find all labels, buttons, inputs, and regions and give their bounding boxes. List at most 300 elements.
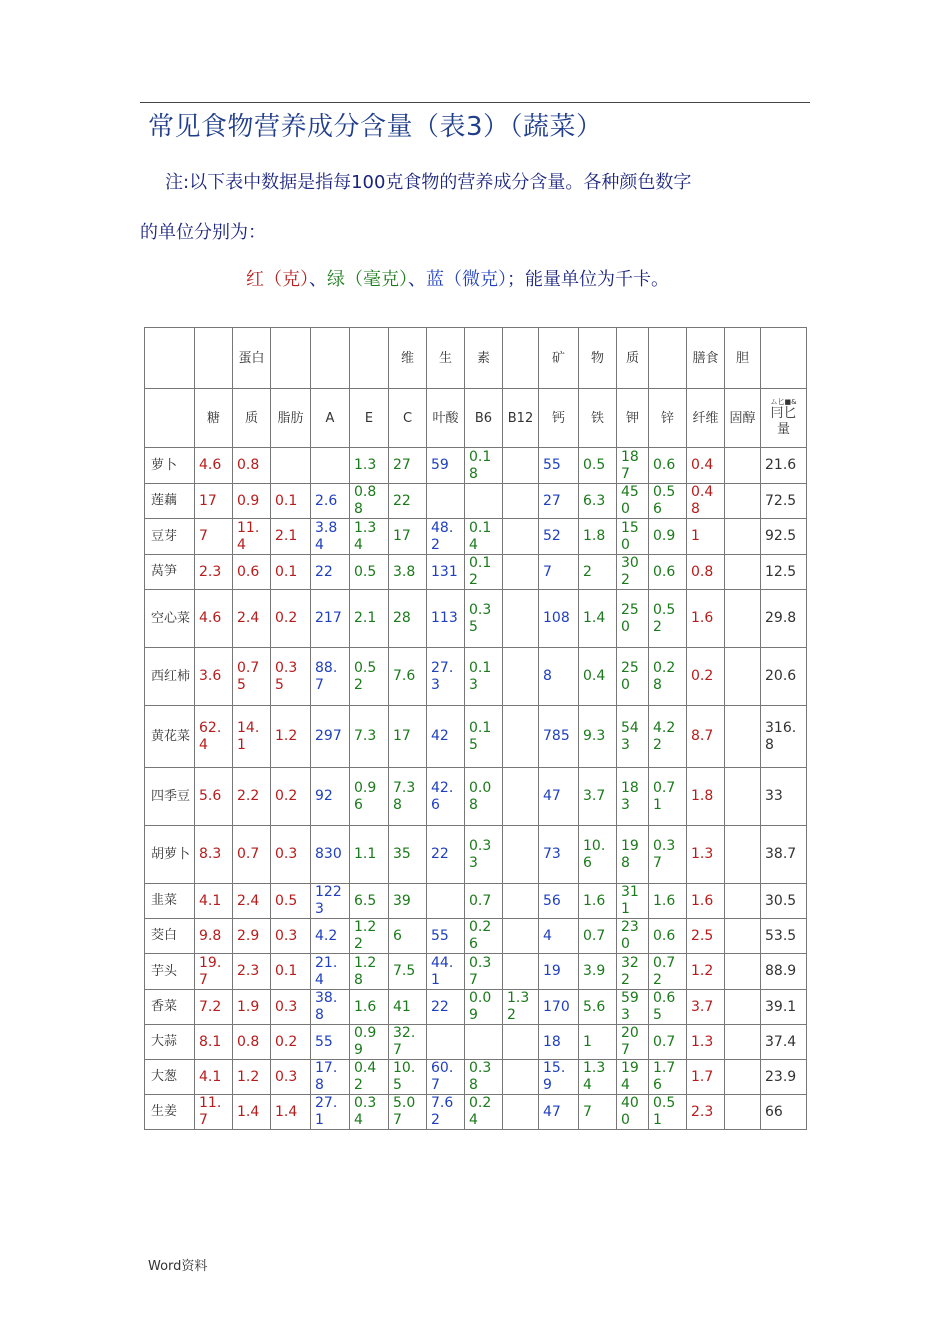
value-cell: 21.6 (761, 448, 807, 484)
value-cell: 1.6 (579, 884, 617, 919)
value-cell: 316.8 (761, 706, 807, 768)
value-cell (465, 1025, 503, 1060)
food-name-cell: 莴笋 (145, 555, 195, 590)
value-cell: 131 (427, 555, 465, 590)
food-name-cell: 茭白 (145, 919, 195, 954)
value-cell: 4.1 (195, 884, 233, 919)
value-cell: 0.37 (465, 954, 503, 990)
value-cell: 1.2 (233, 1060, 271, 1095)
unit-tail: ；能量单位为千卡。 (507, 269, 669, 290)
value-cell: 450 (617, 484, 649, 519)
value-cell: 183 (617, 768, 649, 826)
header-bottom-cell: 糖 (195, 389, 233, 448)
value-cell (503, 555, 539, 590)
value-cell (725, 990, 761, 1025)
header-bottom-cell: B12 (503, 389, 539, 448)
value-cell: 66 (761, 1095, 807, 1130)
value-cell: 47 (539, 768, 579, 826)
value-cell: 0.72 (649, 954, 687, 990)
value-cell: 10.6 (579, 826, 617, 884)
unit-green: 绿（毫克） (327, 269, 408, 290)
value-cell: 0.96 (350, 768, 389, 826)
value-cell: 42.6 (427, 768, 465, 826)
value-cell: 33 (761, 768, 807, 826)
value-cell: 1.4 (271, 1095, 311, 1130)
value-cell: 0.33 (465, 826, 503, 884)
value-cell: 21.4 (311, 954, 350, 990)
value-cell: 19 (539, 954, 579, 990)
value-cell: 1 (687, 519, 725, 555)
value-cell: 48.2 (427, 519, 465, 555)
value-cell: 1.32 (503, 990, 539, 1025)
value-cell: 0.99 (350, 1025, 389, 1060)
value-cell: 1.4 (233, 1095, 271, 1130)
table-row (145, 648, 807, 706)
table-row (145, 919, 807, 954)
value-cell: 0.8 (233, 448, 271, 484)
value-cell (503, 884, 539, 919)
value-cell: 0.5 (271, 884, 311, 919)
food-name-cell: 豆芽 (145, 519, 195, 555)
value-cell (725, 519, 761, 555)
value-cell: 7 (539, 555, 579, 590)
value-cell: 0.3 (271, 990, 311, 1025)
table-row (145, 768, 807, 826)
value-cell: 7.2 (195, 990, 233, 1025)
value-cell: 198 (617, 826, 649, 884)
value-cell: 7.38 (389, 768, 427, 826)
header-top-cell (761, 328, 807, 389)
value-cell: 35 (389, 826, 427, 884)
header-top-cell: 膳食 (687, 328, 725, 389)
value-cell: 3.84 (311, 519, 350, 555)
value-cell: 113 (427, 590, 465, 648)
value-cell (503, 954, 539, 990)
value-cell: 17 (389, 519, 427, 555)
value-cell: 11.4 (233, 519, 271, 555)
value-cell: 0.2 (271, 768, 311, 826)
value-cell: 6 (389, 919, 427, 954)
value-cell: 543 (617, 706, 649, 768)
value-cell (725, 706, 761, 768)
value-cell: 10.5 (389, 1060, 427, 1095)
food-name-cell: 大蒜 (145, 1025, 195, 1060)
header-row-bottom (145, 389, 807, 448)
value-cell: 0.1 (271, 555, 311, 590)
value-cell: 1.3 (687, 1025, 725, 1060)
value-cell: 0.18 (465, 448, 503, 484)
table-row (145, 990, 807, 1025)
value-cell: 88.9 (761, 954, 807, 990)
value-cell: 0.1 (271, 484, 311, 519)
value-cell: 400 (617, 1095, 649, 1130)
value-cell: 0.4 (579, 648, 617, 706)
value-cell: 1.1 (350, 826, 389, 884)
food-name-cell: 莲藕 (145, 484, 195, 519)
value-cell: 0.35 (271, 648, 311, 706)
header-top-cell (503, 328, 539, 389)
food-name-cell: 空心菜 (145, 590, 195, 648)
value-cell: 311 (617, 884, 649, 919)
value-cell: 0.65 (649, 990, 687, 1025)
food-name-cell: 西红柿 (145, 648, 195, 706)
value-cell: 0.48 (687, 484, 725, 519)
header-bottom-cell: 钾 (617, 389, 649, 448)
value-cell (725, 648, 761, 706)
value-cell: 9.8 (195, 919, 233, 954)
value-cell (503, 448, 539, 484)
header-bottom-cell: A (311, 389, 350, 448)
value-cell: 4.22 (649, 706, 687, 768)
value-cell: 55 (427, 919, 465, 954)
value-cell: 52 (539, 519, 579, 555)
value-cell: 0.2 (271, 1025, 311, 1060)
value-cell: 0.3 (271, 919, 311, 954)
value-cell: 3.9 (579, 954, 617, 990)
value-cell: 0.2 (271, 590, 311, 648)
value-cell: 297 (311, 706, 350, 768)
value-cell: 250 (617, 590, 649, 648)
value-cell: 217 (311, 590, 350, 648)
value-cell: 0.88 (350, 484, 389, 519)
value-cell: 0.7 (579, 919, 617, 954)
value-cell: 2.4 (233, 590, 271, 648)
value-cell (503, 706, 539, 768)
value-cell: 17 (195, 484, 233, 519)
table-row (145, 519, 807, 555)
value-cell: 2.3 (195, 555, 233, 590)
value-cell: 6.3 (579, 484, 617, 519)
value-cell: 0.52 (649, 590, 687, 648)
value-cell (503, 1060, 539, 1095)
value-cell: 150 (617, 519, 649, 555)
value-cell: 22 (389, 484, 427, 519)
value-cell: 1.6 (687, 590, 725, 648)
value-cell: 1.34 (579, 1060, 617, 1095)
value-cell (725, 1025, 761, 1060)
value-cell: 0.24 (465, 1095, 503, 1130)
table-row (145, 1025, 807, 1060)
value-cell (427, 1025, 465, 1060)
value-cell: 59 (427, 448, 465, 484)
value-cell (725, 590, 761, 648)
food-name-cell: 香菜 (145, 990, 195, 1025)
food-name-cell: 四季豆 (145, 768, 195, 826)
header-top-cell (311, 328, 350, 389)
value-cell: 0.6 (233, 555, 271, 590)
value-cell: 2.3 (233, 954, 271, 990)
value-cell: 17 (389, 706, 427, 768)
header-top-cell (271, 328, 311, 389)
header-top-cell: 生 (427, 328, 465, 389)
value-cell: 1.3 (350, 448, 389, 484)
value-cell: 1.34 (350, 519, 389, 555)
value-cell (271, 448, 311, 484)
value-cell: 830 (311, 826, 350, 884)
header-bottom-cell: 铁 (579, 389, 617, 448)
value-cell: 0.4 (687, 448, 725, 484)
value-cell: 72.5 (761, 484, 807, 519)
table-row (145, 954, 807, 990)
value-cell (465, 484, 503, 519)
unit-legend (246, 265, 669, 291)
value-cell: 2.1 (271, 519, 311, 555)
value-cell: 23.9 (761, 1060, 807, 1095)
value-cell (503, 519, 539, 555)
value-cell: 1 (579, 1025, 617, 1060)
energy-header-main: 冃匕 (770, 406, 797, 421)
header-row-top (145, 328, 807, 389)
value-cell (725, 484, 761, 519)
value-cell: 1.2 (687, 954, 725, 990)
value-cell: 22 (311, 555, 350, 590)
value-cell: 7.6 (389, 648, 427, 706)
value-cell: 5.6 (195, 768, 233, 826)
value-cell: 1.22 (350, 919, 389, 954)
table-row (145, 1060, 807, 1095)
food-name-cell: 大葱 (145, 1060, 195, 1095)
food-name-cell: 芋头 (145, 954, 195, 990)
value-cell (427, 884, 465, 919)
header-bottom-cell: 脂肪 (271, 389, 311, 448)
value-cell (725, 919, 761, 954)
value-cell: 2.1 (350, 590, 389, 648)
value-cell: 37.4 (761, 1025, 807, 1060)
header-top-cell: 矿 (539, 328, 579, 389)
value-cell: 3.8 (389, 555, 427, 590)
value-cell (725, 1060, 761, 1095)
value-cell: 0.15 (465, 706, 503, 768)
value-cell: 187 (617, 448, 649, 484)
value-cell: 29.8 (761, 590, 807, 648)
header-top-cell: 蛋白 (233, 328, 271, 389)
value-cell: 0.13 (465, 648, 503, 706)
value-cell (503, 919, 539, 954)
table-row (145, 706, 807, 768)
value-cell: 55 (539, 448, 579, 484)
value-cell: 0.9 (233, 484, 271, 519)
value-cell: 785 (539, 706, 579, 768)
value-cell: 302 (617, 555, 649, 590)
header-top-cell (145, 328, 195, 389)
value-cell: 4 (539, 919, 579, 954)
header-bottom-cell: 固醇 (725, 389, 761, 448)
value-cell: 9.3 (579, 706, 617, 768)
value-cell: 5.6 (579, 990, 617, 1025)
food-name-cell: 生姜 (145, 1095, 195, 1130)
value-cell: 47 (539, 1095, 579, 1130)
value-cell: 1.28 (350, 954, 389, 990)
value-cell: 53.5 (761, 919, 807, 954)
note-line-2: 的单位分别为： (140, 222, 266, 243)
value-cell: 32.7 (389, 1025, 427, 1060)
value-cell: 0.14 (465, 519, 503, 555)
value-cell: 27.3 (427, 648, 465, 706)
value-cell (427, 484, 465, 519)
table-row (145, 826, 807, 884)
value-cell: 2.9 (233, 919, 271, 954)
value-cell: 92.5 (761, 519, 807, 555)
value-cell: 2.3 (687, 1095, 725, 1130)
value-cell: 20.6 (761, 648, 807, 706)
value-cell: 0.6 (649, 448, 687, 484)
table-row (145, 884, 807, 919)
table-row (145, 448, 807, 484)
energy-header-small: ム匕■& (770, 398, 797, 406)
value-cell: 92 (311, 768, 350, 826)
value-cell: 0.3 (271, 826, 311, 884)
value-cell: 41 (389, 990, 427, 1025)
value-cell: 3.6 (195, 648, 233, 706)
value-cell: 207 (617, 1025, 649, 1060)
value-cell: 7.5 (389, 954, 427, 990)
value-cell: 0.7 (465, 884, 503, 919)
value-cell: 1.2 (271, 706, 311, 768)
header-bottom-cell: C (389, 389, 427, 448)
value-cell: 30.5 (761, 884, 807, 919)
header-bottom-cell (145, 389, 195, 448)
value-cell: 1.3 (687, 826, 725, 884)
nutrition-table (144, 327, 807, 1130)
value-cell: 2.4 (233, 884, 271, 919)
value-cell: 18 (539, 1025, 579, 1060)
value-cell: 0.6 (649, 919, 687, 954)
value-cell: 1.6 (649, 884, 687, 919)
title-rule (140, 102, 810, 103)
value-cell: 8.7 (687, 706, 725, 768)
value-cell: 11.7 (195, 1095, 233, 1130)
value-cell (503, 484, 539, 519)
value-cell (725, 1095, 761, 1130)
value-cell: 0.52 (350, 648, 389, 706)
value-cell (725, 884, 761, 919)
value-cell: 8 (539, 648, 579, 706)
value-cell: 170 (539, 990, 579, 1025)
table-row (145, 555, 807, 590)
value-cell: 44.1 (427, 954, 465, 990)
value-cell: 0.26 (465, 919, 503, 954)
value-cell: 1.7 (687, 1060, 725, 1095)
value-cell: 8.3 (195, 826, 233, 884)
value-cell: 250 (617, 648, 649, 706)
value-cell: 1.4 (579, 590, 617, 648)
value-cell: 62.4 (195, 706, 233, 768)
value-cell: 0.3 (271, 1060, 311, 1095)
value-cell (503, 768, 539, 826)
value-cell: 27.1 (311, 1095, 350, 1130)
value-cell: 108 (539, 590, 579, 648)
value-cell: 22 (427, 990, 465, 1025)
food-name-cell: 胡萝卜 (145, 826, 195, 884)
value-cell (503, 648, 539, 706)
value-cell (725, 448, 761, 484)
value-cell: 4.6 (195, 448, 233, 484)
unit-sep-1: 、 (309, 269, 327, 290)
value-cell: 0.1 (271, 954, 311, 990)
value-cell: 0.9 (649, 519, 687, 555)
value-cell: 38.8 (311, 990, 350, 1025)
value-cell: 7 (579, 1095, 617, 1130)
header-bottom-cell: 质 (233, 389, 271, 448)
value-cell: 27 (389, 448, 427, 484)
value-cell: 1.8 (579, 519, 617, 555)
value-cell: 42 (427, 706, 465, 768)
value-cell: 322 (617, 954, 649, 990)
value-cell: 28 (389, 590, 427, 648)
energy-header-bottom: 量 (776, 422, 790, 437)
value-cell: 17.8 (311, 1060, 350, 1095)
value-cell: 2.5 (687, 919, 725, 954)
value-cell: 230 (617, 919, 649, 954)
value-cell: 0.28 (649, 648, 687, 706)
table-row (145, 1095, 807, 1130)
value-cell: 0.12 (465, 555, 503, 590)
value-cell (503, 1025, 539, 1060)
value-cell: 14.1 (233, 706, 271, 768)
value-cell: 0.35 (465, 590, 503, 648)
value-cell: 0.7 (649, 1025, 687, 1060)
value-cell: 0.75 (233, 648, 271, 706)
value-cell: 1.8 (687, 768, 725, 826)
value-cell: 60.7 (427, 1060, 465, 1095)
value-cell: 5.07 (389, 1095, 427, 1130)
value-cell: 2.2 (233, 768, 271, 826)
header-top-cell: 物 (579, 328, 617, 389)
value-cell: 593 (617, 990, 649, 1025)
value-cell: 194 (617, 1060, 649, 1095)
table-row (145, 484, 807, 519)
header-top-cell: 胆 (725, 328, 761, 389)
value-cell: 1.6 (687, 884, 725, 919)
value-cell: 39 (389, 884, 427, 919)
value-cell: 4.2 (311, 919, 350, 954)
value-cell: 1.6 (350, 990, 389, 1025)
value-cell: 0.09 (465, 990, 503, 1025)
header-top-cell (350, 328, 389, 389)
value-cell (503, 1095, 539, 1130)
header-top-cell: 素 (465, 328, 503, 389)
header-bottom-cell: 锌 (649, 389, 687, 448)
header-bottom-cell: E (350, 389, 389, 448)
value-cell: 4.6 (195, 590, 233, 648)
value-cell: 19.7 (195, 954, 233, 990)
value-cell: 1.9 (233, 990, 271, 1025)
value-cell: 0.38 (465, 1060, 503, 1095)
value-cell: 6.5 (350, 884, 389, 919)
value-cell: 55 (311, 1025, 350, 1060)
value-cell: 1.76 (649, 1060, 687, 1095)
value-cell: 0.42 (350, 1060, 389, 1095)
value-cell (503, 590, 539, 648)
value-cell: 12.5 (761, 555, 807, 590)
header-top-cell (195, 328, 233, 389)
unit-sep-2: 、 (408, 269, 426, 290)
header-top-cell: 质 (617, 328, 649, 389)
value-cell: 0.37 (649, 826, 687, 884)
value-cell: 0.5 (350, 555, 389, 590)
value-cell: 8.1 (195, 1025, 233, 1060)
food-name-cell: 黄花菜 (145, 706, 195, 768)
value-cell: 0.2 (687, 648, 725, 706)
note-line-1: 注:以下表中数据是指每100克食物的营养成分含量。各种颜色数字 (165, 172, 692, 193)
value-cell: 2 (579, 555, 617, 590)
food-name-cell: 萝卜 (145, 448, 195, 484)
value-cell: 27 (539, 484, 579, 519)
value-cell: 39.1 (761, 990, 807, 1025)
value-cell: 0.8 (687, 555, 725, 590)
value-cell: 0.56 (649, 484, 687, 519)
value-cell: 7.62 (427, 1095, 465, 1130)
